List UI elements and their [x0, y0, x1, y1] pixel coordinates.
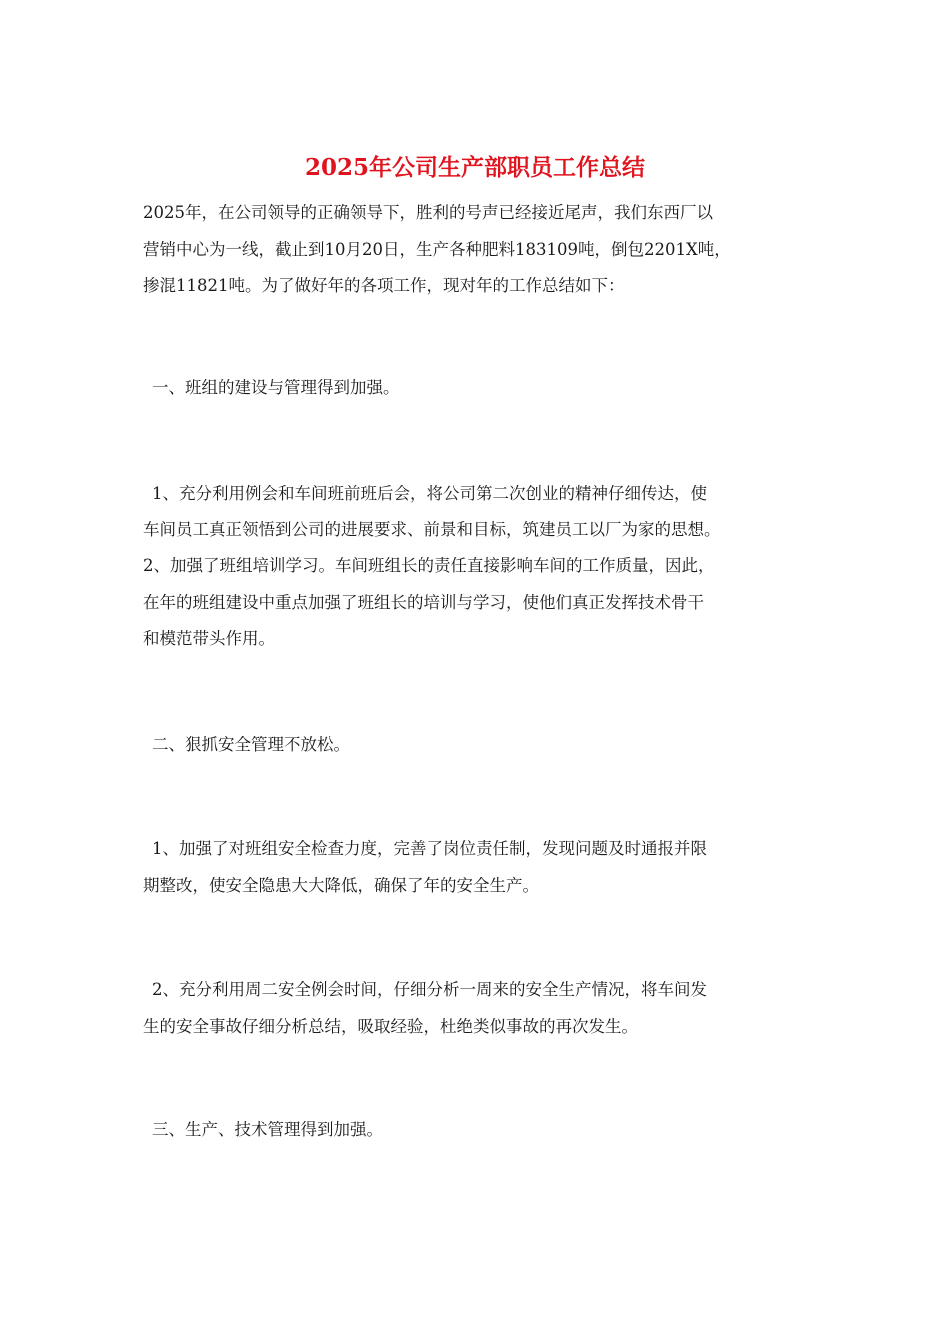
- paragraph-2-line-3: 和模范带头作用。: [143, 629, 275, 648]
- paragraph-3-line-1: 1、加强了对班组安全检查力度，完善了岗位责任制，发现问题及时通报并限: [152, 839, 707, 858]
- paragraph-4-line-1: 2、充分利用周二安全例会时间，仔细分析一周来的安全生产情况，将车间发: [152, 980, 707, 999]
- intro-line-3: 掺混11821吨。为了做好年的各项工作，现对年的工作总结如下：: [143, 276, 625, 295]
- paragraph-2-line-1: 2、加强了班组培训学习。车间班组长的责任直接影响车间的工作质量，因此，: [143, 556, 715, 575]
- paragraph-2-line-2: 在年的班组建设中重点加强了班组长的培训与学习，使他们真正发挥技术骨干: [143, 593, 704, 612]
- section-heading-1: 一、班组的建设与管理得到加强。: [152, 378, 400, 397]
- section-heading-3: 三、生产、技术管理得到加强。: [152, 1120, 383, 1139]
- intro-line-2: 营销中心为一线，截止到10月20日，生产各种肥料183109吨，倒包2201X吨，: [143, 240, 731, 259]
- paragraph-1-line-2: 车间员工真正领悟到公司的进展要求、前景和目标，筑建员工以厂为家的思想。: [143, 520, 721, 539]
- document-title: 2025年公司生产部职员工作总结: [304, 154, 645, 181]
- paragraph-1-line-1: 1、充分利用例会和车间班前班后会，将公司第二次创业的精神仔细传达，使: [152, 484, 707, 503]
- paragraph-4-line-2: 生的安全事故仔细分析总结，吸取经验，杜绝类似事故的再次发生。: [143, 1017, 638, 1036]
- section-heading-2: 二、狠抓安全管理不放松。: [152, 735, 350, 754]
- intro-line-1: 2025年，在公司领导的正确领导下，胜利的号声已经接近尾声，我们东西厂以: [143, 203, 713, 222]
- paragraph-3-line-2: 期整改，使安全隐患大大降低，确保了年的安全生产。: [143, 876, 539, 895]
